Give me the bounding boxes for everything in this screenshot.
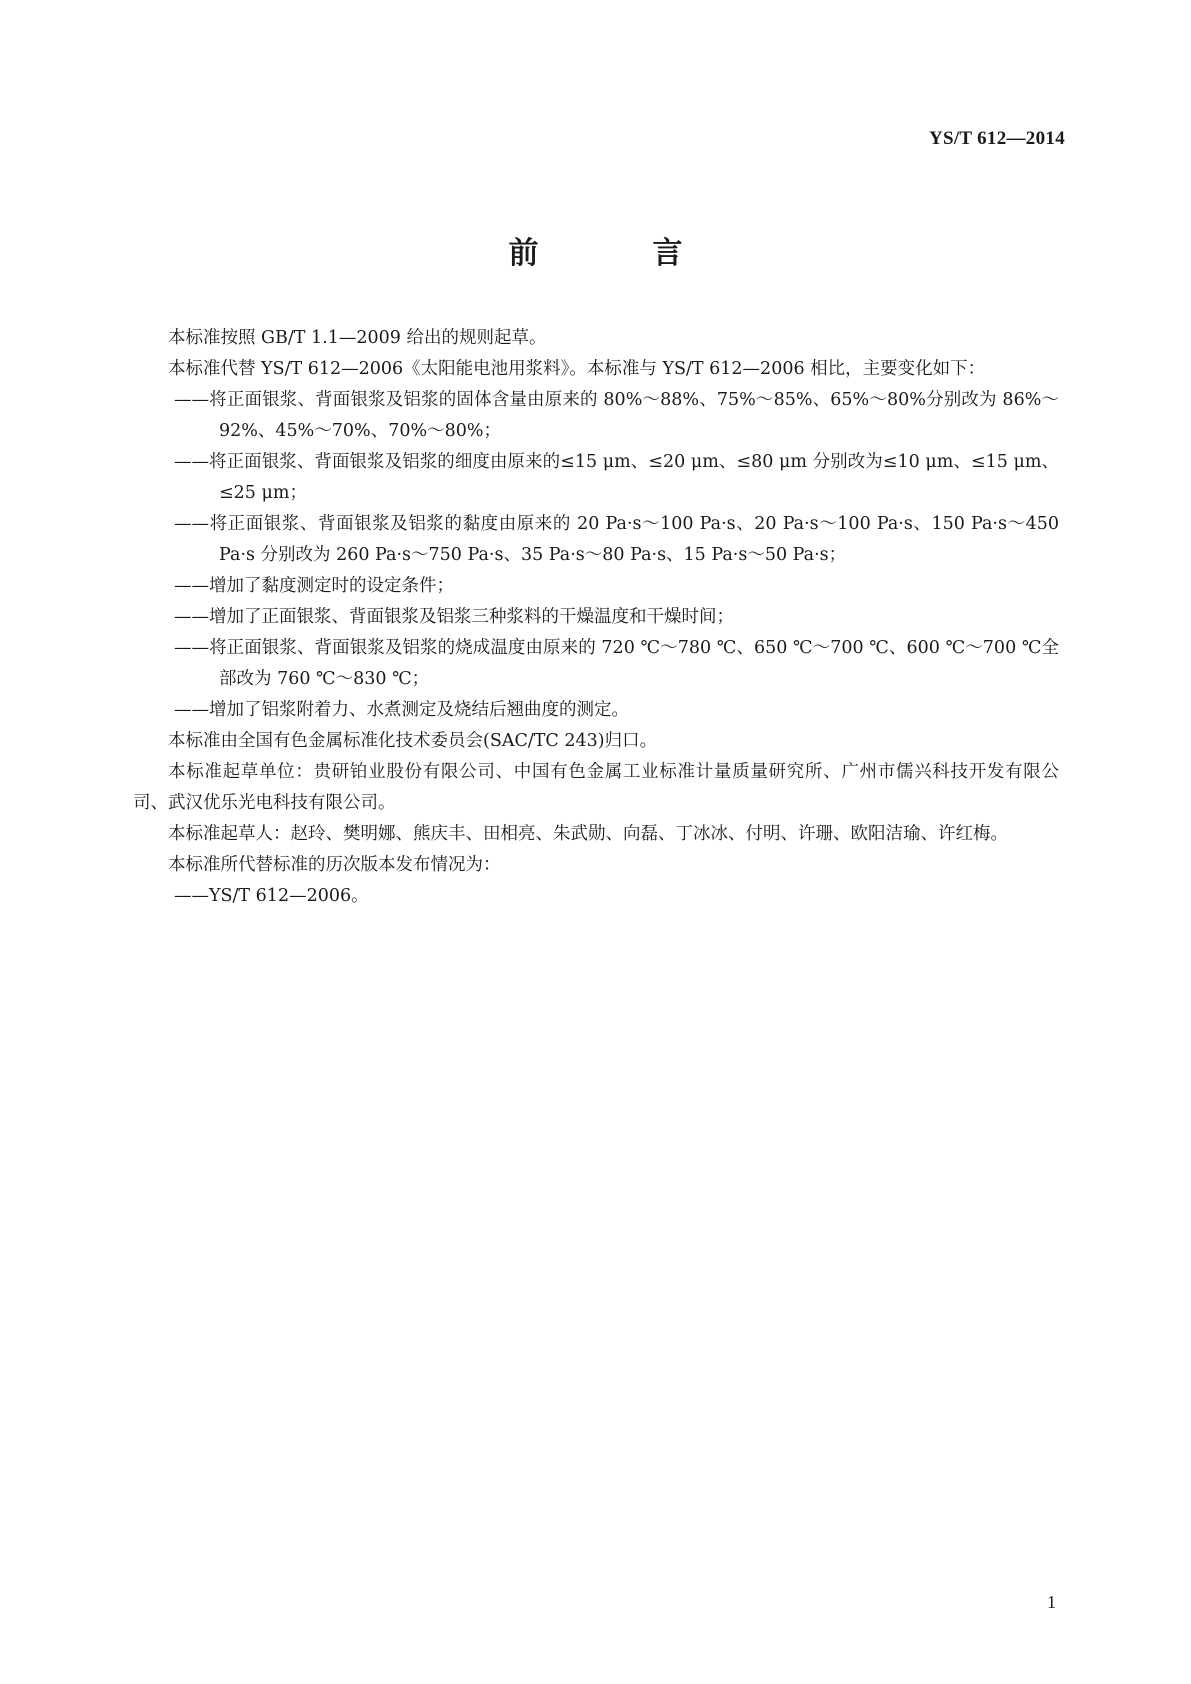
history-item: ——YS/T 612—2006。 [174,886,369,906]
change-item: ——将正面银浆、背面银浆及铝浆的烧成温度由原来的 720 ℃～780 ℃、650 ℃～700 ℃、600 ℃～700 ℃全部改为 760 ℃～830 ℃； [174,638,1059,689]
page-title: 前 言 [508,236,725,271]
change-item: ——增加了黏度测定时的设定条件； [174,576,454,596]
change-item: ——增加了正面银浆、背面银浆及铝浆三种浆料的干燥温度和干燥时间； [174,607,734,627]
change-item: ——增加了铝浆附着力、水煮测定及烧结后翘曲度的测定。 [174,700,629,720]
paragraph-replacement: 本标准代替 YS/T 612—2006《太阳能电池用浆料》。本标准与 YS/T 612—2006 相比，主要变化如下： [168,359,986,379]
document-code: YS/T 612—2014 [928,128,1065,149]
change-item: ——将正面银浆、背面银浆及铝浆的黏度由原来的 20 Pa·s～100 Pa·s、20 Pa·s～100 Pa·s、150 Pa·s～450 Pa·s 分别改为 260 Pa·s～750 Pa·s、35 Pa·s～80 Pa·s、15 Pa·s～50 Pa·s； [174,514,1059,565]
paragraph-version-history: 本标准所代替标准的历次版本发布情况为： [168,855,501,875]
page-number: 1 [1047,1592,1056,1612]
paragraph-centralized: 本标准由全国有色金属标准化技术委员会(SAC/TC 243)归口。 [168,731,658,751]
change-item: ——将正面银浆、背面银浆及铝浆的细度由原来的≤15 μm、≤20 μm、≤80 μm 分别改为≤10 μm、≤15 μm、≤25 μm； [174,452,1059,503]
paragraph-drafters: 本标准起草人：赵玲、樊明娜、熊庆丰、田相亮、朱武勋、向磊、丁冰冰、付明、许珊、欧阳洁瑜、许红梅。 [168,824,1008,844]
document-body [133,323,1059,912]
paragraph-drafting-rules: 本标准按照 GB/T 1.1—2009 给出的规则起草。 [168,328,547,348]
paragraph-drafting-units: 本标准起草单位：贵研铂业股份有限公司、中国有色金属工业标准计量质量研究所、广州市儒兴科技开发有限公司、武汉优乐光电科技有限公司。 [133,762,1059,813]
change-item: ——将正面银浆、背面银浆及铝浆的固体含量由原来的 80%～88%、75%～85%、65%～80%分别改为 86%～92%、45%～70%、70%～80%； [174,390,1059,441]
